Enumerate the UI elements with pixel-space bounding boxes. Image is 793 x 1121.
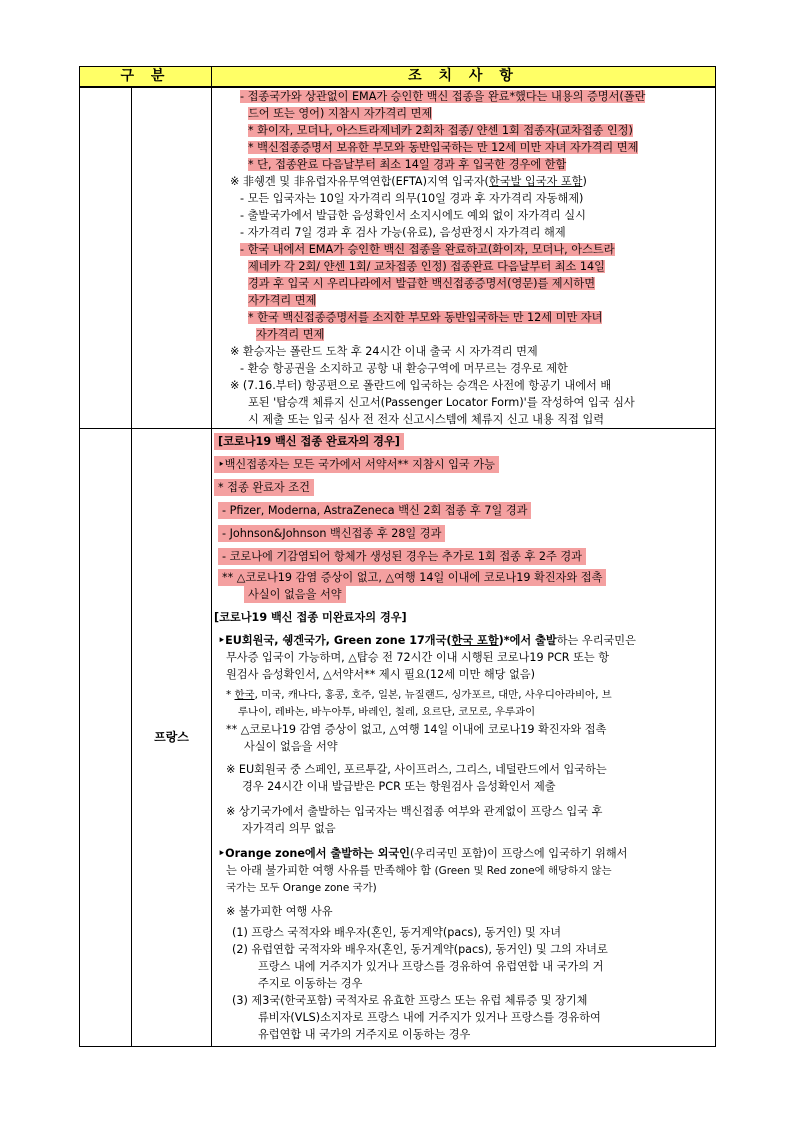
- eu-pcr-note: ※ EU회원국 중 스페인, 포르투갈, 사이프러스, 그리스, 네덜란드에서 입국하는: [226, 763, 607, 776]
- poland-measures: [212, 87, 716, 429]
- condition-infected: - 코로나에 기감염되어 항체가 생성된 경우는 추가로 1회 접종 후 2주 경과: [218, 548, 586, 565]
- france-row: [80, 429, 716, 1047]
- poland-row: [80, 87, 716, 429]
- green-zone-list-cont: 루나이, 레바논, 바누아투, 바레인, 칠레, 요르단, 코모로, 우루과이: [238, 706, 536, 718]
- no-quarantine-note: ※ 상기국가에서 출발하는 입국자는 백신접종 여부와 관계없이 프랑스 입국 후: [226, 805, 603, 818]
- condition-janssen: - Johnson&Johnson 백신접종 후 28일 경과: [218, 525, 445, 542]
- unvaccinated-pledge-cont: 사실이 없음을 서약: [244, 740, 338, 753]
- measures-table: [79, 66, 716, 1047]
- header-category: 구 분: [80, 67, 212, 88]
- orange-zone-line-cont: 는 아래 불가피한 여행 사유를 만족해야 함 (Green 및 Red zone에 해당하지 않는: [226, 864, 612, 877]
- eu-pcr-note-cont: 경우 24시간 이내 발급받은 PCR 또는 항원검사 음성확인서 제출: [242, 780, 556, 793]
- eu-entry-line-cont1: 무사증 입국이 가능하며, △탑승 전 72시간 이내 시행된 코로나19 PCR 또는 항: [226, 651, 610, 664]
- locator-form-note-cont1: 포된 '탑승객 체류지 신고서(Passenger Locator Form)'를 작성하여 입국 심사: [248, 396, 635, 409]
- locator-form-note-cont2: 시 제출 또는 입국 심사 전 전자 신고시스템에 체류지 신고 내용 직접 입력: [248, 413, 605, 426]
- reason-2-cont2: 주지로 이동하는 경우: [258, 977, 363, 990]
- vaccinated-conditions: * 접종 완료자 조건: [214, 479, 314, 496]
- transit-note: ※ 환승자는 폴란드 도착 후 24시간 이내 출국 시 자가격리 면제: [230, 345, 538, 358]
- orange-zone-line: ‣Orange zone에서 출발하는 외국인(우리국민 포함)이 프랑스에 입국하기 위해서: [218, 847, 628, 860]
- korea-vaccine-rule-cont3: 자가격리 면제: [248, 294, 317, 307]
- vaccine-cert-line-cont: 드어 또는 영어) 지참시 자가격리 면제: [248, 107, 433, 120]
- reason-3: (3) 제3국(한국포함) 국적자로 유효한 프랑스 또는 유럽 체류증 및 장기체: [232, 994, 588, 1007]
- korea-vaccine-rule-cont2: 경과 후 입국 시 우리나라에서 발급한 백신접종증명서(영문)를 제시하면: [248, 277, 596, 290]
- header-row: [80, 67, 716, 88]
- korea-vaccine-rule-cont1: 제네카 각 2회/ 얀센 1회/ 교차접종 인정) 접종완료 다음날부터 최소 14일: [248, 260, 605, 273]
- vaccine-cert-line: - 접종국가와 상관없이 EMA가 승인한 백신 접종을 완료*했다는 내용의 증명서(폴란: [240, 90, 646, 103]
- pledge-note: ** △코로나19 감염 증상이 없고, △여행 14일 이내에 코로나19 확진자와 접촉: [218, 569, 606, 586]
- korea-child-note: * 한국 백신접종증명서를 소지한 부모와 동반입국하는 만 12세 미만 자녀: [248, 311, 603, 324]
- reason-1: (1) 프랑스 국적자와 배우자(혼인, 동거계약(pacs), 동거인) 및 자녀: [232, 926, 562, 939]
- condition-pfizer: - Pfizer, Moderna, AstraZeneca 백신 2회 접종 후 7일 경과: [218, 502, 531, 519]
- eu-entry-line: ‣EU회원국, 쉥겐국가, Green zone 17개국(한국 포함)*에서 출발하는 우리국민은: [218, 634, 636, 647]
- country-france: 프랑스: [132, 429, 212, 1047]
- france-measures: [212, 429, 716, 1047]
- reason-2-cont1: 프랑스 내에 거주지가 있거나 프랑스를 경유하여 유럽연합 내 국가의 거: [258, 960, 604, 973]
- non-schengen-heading: ※ 非쉥겐 및 非유럽자유무역연합(EFTA)지역 입국자(한국발 입국자 포함): [230, 175, 587, 188]
- korea-child-note-cont: 자가격리 면제: [256, 328, 325, 341]
- pledge-note-cont: 사실이 없음을 서약: [244, 586, 346, 603]
- reason-2: (2) 유럽연합 국적자와 배우자(혼인, 동거계약(pacs), 동거인) 및 그의 자녀로: [232, 943, 608, 956]
- test-release-rule: - 자가격리 7일 경과 후 검사 가능(유료), 음성판정시 자가격리 해제: [240, 226, 566, 239]
- locator-form-note: ※ (7.16.부터) 항공편으로 폴란드에 입국하는 승객은 사전에 항공기 내에서 배: [230, 379, 612, 392]
- region-cell-empty: [80, 429, 132, 1047]
- reason-3-cont1: 류비자(VLS)소지자로 프랑스 내에 거주지가 있거나 프랑스를 경유하여: [258, 1011, 601, 1024]
- essential-reasons-heading: ※ 불가피한 여행 사유: [226, 905, 333, 918]
- korea-vaccine-rule: - 한국 내에서 EMA가 승인한 백신 접종을 완료하고(화이자, 모더나, 아스트라: [240, 243, 615, 256]
- reason-3-cont2: 유럽연합 내 국가의 거주지로 이동하는 경우: [258, 1028, 471, 1041]
- negative-cert-rule: - 출발국가에서 발급한 음성확인서 소지시에도 예외 없이 자가격리 실시: [240, 209, 586, 222]
- eu-entry-line-cont2: 원검사 음성확인서, △서약서** 제시 필요(12세 미만 해당 없음): [226, 668, 535, 681]
- vaccine-types-note: * 화이자, 모더나, 아스트라제네카 2회차 접종/ 얀센 1회 접종자(교차접종 인정): [248, 124, 633, 137]
- child-exemption-note: * 백신접종증명서 보유한 부모와 동반입국하는 만 12세 미만 자녀 자가격리 면제: [248, 141, 639, 154]
- vaccinated-entry: ‣백신접종자는 모든 국가에서 서약서** 지참시 입국 가능: [214, 456, 499, 473]
- quarantine-rule: - 모든 입국자는 10일 자가격리 의무(10일 경과 후 자가격리 자동해제): [240, 192, 584, 205]
- country-cell-empty: [132, 87, 212, 429]
- unvaccinated-pledge: ** △코로나19 감염 증상이 없고, △여행 14일 이내에 코로나19 확진자와 접촉: [226, 723, 607, 736]
- no-quarantine-note-cont: 자가격리 의무 없음: [242, 822, 336, 835]
- region-cell-empty: [80, 87, 132, 429]
- fourteen-day-note: * 단, 접종완료 다음날부터 최소 14일 경과 후 입국한 경우에 한함: [248, 158, 567, 171]
- transit-condition: - 환승 항공권을 소지하고 공항 내 환승구역에 머무르는 경우로 제한: [240, 362, 568, 375]
- header-measures: 조 치 사 항: [212, 67, 716, 88]
- orange-zone-definition: 국가는 모두 Orange zone 국가): [226, 882, 377, 894]
- unvaccinated-heading: [코로나19 백신 접종 미완료자의 경우]: [214, 611, 407, 624]
- vaccinated-heading: [코로나19 백신 접종 완료자의 경우]: [214, 433, 404, 450]
- green-zone-list: * 한국, 미국, 캐나다, 홍콩, 호주, 일본, 뉴질랜드, 싱가포르, 대만, 사우디아라비아, 브: [226, 689, 612, 701]
